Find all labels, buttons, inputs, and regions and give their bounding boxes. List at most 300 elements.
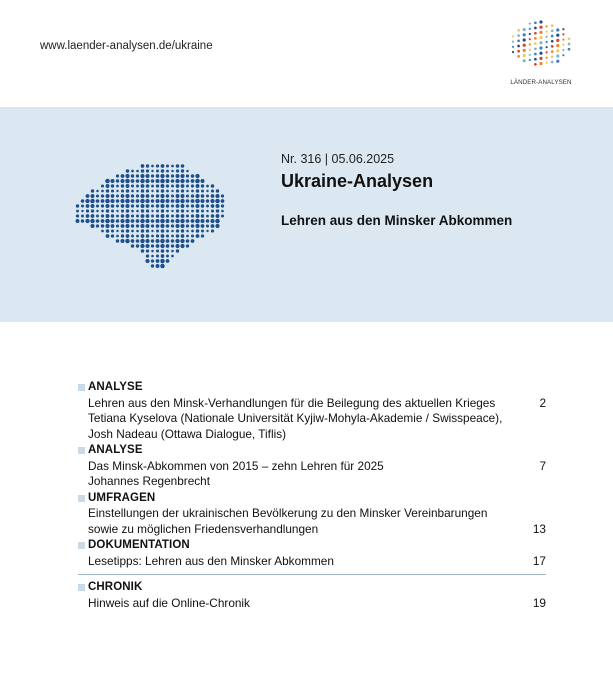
- map-dot: [136, 230, 139, 233]
- map-dot: [156, 174, 160, 178]
- map-dot: [151, 230, 153, 232]
- map-dot: [201, 194, 205, 198]
- map-dot: [156, 210, 159, 213]
- map-dot: [146, 254, 149, 257]
- toc-line: sowie zu möglichen Friedensverhandlungen 13: [88, 521, 546, 536]
- map-dot: [151, 165, 154, 168]
- logo-dot: [556, 34, 559, 37]
- map-dot: [90, 199, 94, 203]
- logo-dot: [556, 39, 559, 42]
- toc-entry[interactable]: [78, 380, 546, 442]
- map-dot: [181, 204, 185, 208]
- map-dot: [176, 169, 179, 172]
- logo-dot: [546, 41, 548, 43]
- map-dot: [156, 170, 159, 173]
- map-dot: [166, 219, 170, 223]
- logo-text: LÄNDER-ANALYSEN: [510, 79, 572, 86]
- map-dot: [106, 189, 109, 192]
- map-dot: [116, 215, 119, 218]
- map-dot: [136, 170, 139, 173]
- map-dot: [126, 189, 129, 192]
- map-dot: [116, 239, 119, 242]
- toc-page-number: 17: [532, 553, 546, 568]
- logo-dot: [568, 48, 571, 51]
- toc-line[interactable]: Das Minsk-Abkommen von 2015 – zehn Lehren für 2025 7: [88, 458, 546, 473]
- map-dot: [176, 204, 180, 208]
- toc-line: Josh Nadeau (Ottawa Dialogue, Tiflis): [88, 426, 287, 441]
- toc-line[interactable]: Lesetipps: Lehren aus den Minsker Abkommen 17: [88, 553, 546, 568]
- map-dot: [90, 219, 94, 223]
- map-dot: [131, 239, 135, 243]
- map-dot: [105, 179, 110, 184]
- ukraine-map-icon: [68, 159, 230, 274]
- map-dot: [176, 164, 180, 168]
- map-dot: [175, 219, 179, 223]
- map-dot: [221, 194, 224, 197]
- logo-dot: [546, 36, 548, 38]
- map-dot: [116, 179, 119, 182]
- map-dot: [180, 219, 184, 223]
- map-dot: [86, 214, 90, 218]
- map-dot: [171, 239, 174, 242]
- map-dot: [131, 194, 134, 197]
- map-dot: [201, 229, 204, 232]
- map-dot: [171, 185, 174, 188]
- map-dot: [141, 234, 145, 238]
- map-dot: [116, 185, 119, 188]
- map-dot: [171, 194, 174, 197]
- map-dot: [211, 229, 214, 232]
- map-dot: [166, 234, 169, 237]
- map-dot: [141, 184, 145, 188]
- map-dot: [215, 219, 220, 224]
- map-dot: [111, 184, 114, 187]
- map-dot: [116, 174, 119, 177]
- map-dot: [131, 199, 135, 203]
- map-dot: [111, 204, 115, 208]
- map-dot: [126, 209, 129, 212]
- map-dot: [131, 230, 134, 233]
- map-dot: [126, 214, 130, 218]
- map-dot: [121, 194, 125, 198]
- map-dot: [151, 190, 153, 192]
- map-dot: [181, 194, 185, 198]
- map-dot: [176, 209, 179, 212]
- map-dot: [175, 199, 179, 203]
- map-dot: [81, 210, 83, 212]
- map-dot: [131, 184, 134, 187]
- map-dot: [195, 199, 200, 204]
- map-dot: [180, 244, 184, 248]
- map-dot: [166, 230, 169, 233]
- map-dot: [206, 194, 209, 197]
- map-dot: [86, 204, 90, 208]
- map-dot: [211, 194, 215, 198]
- map-dot: [180, 199, 184, 203]
- map-dot: [171, 174, 174, 177]
- logo-dot: [539, 46, 542, 49]
- map-dot: [175, 239, 179, 243]
- map-dot: [140, 199, 145, 204]
- map-dot: [180, 174, 184, 178]
- map-dot: [176, 224, 180, 228]
- map-dot: [186, 230, 189, 233]
- map-dot: [151, 215, 154, 218]
- toc-category: CHRONIK: [78, 580, 546, 596]
- map-dot: [81, 199, 85, 203]
- map-dot: [186, 174, 189, 177]
- map-dot: [215, 224, 219, 228]
- map-dot: [140, 219, 144, 223]
- map-dot: [161, 229, 165, 233]
- table-of-contents: [78, 380, 546, 611]
- map-dot: [166, 224, 170, 228]
- map-dot: [196, 229, 200, 233]
- logo-dot: [539, 41, 542, 44]
- map-dot: [161, 189, 165, 193]
- map-dot: [111, 209, 114, 212]
- map-dot: [206, 224, 209, 227]
- map-dot: [156, 164, 159, 167]
- map-dot: [171, 230, 174, 233]
- map-dot: [166, 210, 169, 213]
- map-dot: [156, 234, 159, 237]
- map-dot: [136, 185, 139, 188]
- toc-entry[interactable]: [78, 538, 546, 569]
- map-dot: [146, 194, 150, 198]
- map-dot: [136, 244, 139, 247]
- map-dot: [120, 199, 124, 203]
- map-dot: [146, 204, 150, 208]
- map-dot: [125, 224, 129, 228]
- map-dot: [160, 204, 164, 208]
- map-dot: [161, 209, 165, 213]
- map-dot: [101, 210, 104, 213]
- map-dot: [116, 205, 119, 208]
- map-dot: [76, 204, 79, 207]
- map-dot: [160, 194, 164, 198]
- map-dot: [195, 174, 199, 178]
- map-dot: [110, 199, 114, 203]
- logo-dot: [546, 25, 548, 27]
- logo-dot: [534, 58, 537, 61]
- map-dot: [171, 210, 173, 212]
- logo-dot: [517, 34, 520, 37]
- map-dot: [121, 214, 125, 218]
- map-dot: [140, 179, 144, 183]
- map-dot: [136, 224, 139, 227]
- map-dot: [186, 204, 189, 207]
- map-dot: [176, 194, 180, 198]
- map-dot: [121, 224, 125, 228]
- map-dot: [160, 224, 164, 228]
- map-dot: [166, 174, 170, 178]
- map-dot: [171, 219, 175, 223]
- map-dot: [110, 179, 114, 183]
- map-dot: [186, 224, 189, 227]
- map-dot: [181, 169, 184, 172]
- logo-dot: [546, 31, 548, 33]
- map-dot: [106, 234, 110, 238]
- map-dot: [181, 214, 185, 218]
- map-dot: [146, 229, 149, 232]
- map-dot: [180, 224, 184, 228]
- map-dot: [161, 169, 165, 173]
- map-dot: [175, 244, 179, 248]
- map-dot: [116, 210, 118, 212]
- map-dot: [151, 264, 154, 267]
- map-dot: [131, 179, 135, 183]
- map-dot: [191, 184, 194, 187]
- map-dot: [160, 244, 164, 248]
- map-dot: [125, 179, 130, 184]
- map-dot: [196, 234, 200, 238]
- map-dot: [106, 209, 109, 212]
- map-dot: [156, 264, 160, 268]
- map-dot: [191, 204, 194, 207]
- map-dot: [111, 234, 114, 237]
- map-dot: [106, 214, 110, 218]
- map-dot: [181, 209, 184, 212]
- map-dot: [120, 239, 124, 243]
- map-dot: [126, 234, 130, 238]
- map-dot: [221, 204, 224, 207]
- map-dot: [156, 190, 159, 193]
- map-dot: [140, 239, 144, 243]
- map-dot: [105, 224, 109, 228]
- map-dot: [106, 229, 110, 233]
- map-dot: [101, 204, 104, 207]
- header-url[interactable]: www.laender-analysen.de/ukraine: [40, 40, 213, 52]
- map-dot: [200, 179, 204, 183]
- map-dot: [186, 239, 190, 243]
- map-dot: [145, 179, 149, 183]
- logo-dot: [551, 24, 554, 27]
- toc-category: DOKUMENTATION: [78, 538, 546, 554]
- map-dot: [141, 164, 145, 168]
- map-dot: [166, 250, 169, 253]
- map-dot: [176, 234, 180, 238]
- logo-dot: [568, 43, 571, 46]
- map-dot: [140, 174, 144, 178]
- logo-dot: [556, 60, 559, 63]
- bullet-square-icon: [78, 495, 85, 502]
- map-dot: [191, 190, 194, 193]
- map-dot: [146, 234, 150, 238]
- map-dot: [131, 204, 134, 207]
- map-dot: [210, 219, 214, 223]
- map-dot: [216, 214, 220, 218]
- logo-dot: [523, 44, 526, 47]
- map-dot: [125, 194, 129, 198]
- logo-dot: [539, 31, 542, 34]
- logo-dot: [517, 45, 520, 48]
- map-dot: [221, 210, 224, 213]
- map-dot: [126, 169, 130, 173]
- map-dot: [191, 210, 194, 213]
- map-dot: [121, 209, 124, 212]
- map-dot: [141, 169, 144, 172]
- map-dot: [86, 194, 90, 198]
- logo-dot: [512, 41, 514, 43]
- logo-dot: [517, 55, 520, 58]
- map-dot: [206, 205, 209, 208]
- map-dot: [151, 199, 155, 203]
- map-dot: [161, 184, 165, 188]
- logo-dot: [523, 38, 526, 41]
- map-dot: [105, 204, 109, 208]
- logo-dot: [551, 50, 554, 53]
- bullet-square-icon: [78, 542, 85, 549]
- map-dot: [76, 214, 79, 217]
- map-dot: [91, 194, 95, 198]
- map-dot: [195, 224, 199, 228]
- map-dot: [151, 250, 154, 253]
- map-dot: [156, 224, 160, 228]
- toc-line[interactable]: Einstellungen der ukrainischen Bevölkerung zu den Minsker Vereinbarungen: [88, 506, 488, 520]
- map-dot: [146, 169, 149, 172]
- map-dot: [166, 255, 169, 258]
- map-dot: [156, 179, 160, 183]
- map-dot: [91, 204, 95, 208]
- map-dot: [171, 235, 174, 238]
- map-dot: [191, 224, 194, 227]
- map-dot: [201, 184, 204, 187]
- map-dot: [156, 204, 159, 207]
- logo-dot: [512, 51, 514, 53]
- logo-dot: [556, 28, 559, 31]
- map-dot: [186, 185, 189, 188]
- bullet-square-icon: [78, 384, 85, 391]
- map-dot: [146, 209, 149, 212]
- map-dot: [140, 244, 144, 248]
- toc-category: ANALYSE: [78, 443, 546, 459]
- map-dot: [201, 190, 204, 193]
- map-dot: [151, 255, 154, 258]
- toc-line: Tetiana Kyselova (Nationale Universität Kyjiw-Mohyla-Akademie / Swisspeace),: [88, 411, 503, 425]
- map-dot: [181, 234, 185, 238]
- map-dot: [211, 224, 215, 228]
- map-dot: [81, 215, 84, 218]
- logo-dot: [517, 39, 520, 42]
- logo-dot: [523, 33, 526, 36]
- map-dot: [151, 210, 153, 212]
- toc-category: ANALYSE: [78, 380, 546, 396]
- logo-dot: [529, 33, 531, 35]
- logo-dot: [512, 46, 514, 48]
- logo-dot: [529, 43, 531, 45]
- map-dot: [156, 194, 160, 198]
- map-dot: [206, 219, 209, 222]
- map-dot: [215, 194, 219, 198]
- map-dot: [151, 179, 155, 183]
- map-dot: [131, 190, 134, 193]
- logo-dot: [534, 63, 537, 66]
- map-dot: [101, 190, 104, 193]
- map-dot: [141, 249, 145, 253]
- map-dot: [180, 239, 184, 243]
- map-dot: [146, 249, 149, 252]
- map-dot: [191, 179, 195, 183]
- map-dot: [206, 185, 209, 188]
- map-dot: [136, 219, 140, 223]
- map-dot: [101, 230, 104, 233]
- map-dot: [151, 239, 154, 242]
- map-dot: [176, 184, 180, 188]
- map-dot: [156, 219, 160, 223]
- map-dot: [191, 194, 194, 197]
- toc-entry[interactable]: [78, 443, 546, 490]
- map-dot: [141, 204, 145, 208]
- map-dot: [96, 215, 99, 218]
- map-dot: [146, 189, 149, 192]
- logo-dot: [529, 28, 531, 30]
- map-dot: [136, 174, 139, 177]
- logo-dot: [539, 20, 542, 23]
- logo-dot: [546, 57, 548, 59]
- map-dot: [111, 214, 114, 217]
- map-dot: [145, 199, 149, 203]
- logo-dot: [551, 40, 554, 43]
- map-dot: [166, 214, 169, 217]
- toc-entry[interactable]: [78, 580, 546, 611]
- map-dot: [171, 250, 174, 253]
- issue-number: Nr. 316 | 05.06.2025: [281, 152, 395, 166]
- toc-entry[interactable]: [78, 491, 546, 538]
- map-dot: [181, 184, 185, 188]
- map-dot: [206, 190, 208, 192]
- map-dot: [76, 210, 79, 213]
- map-dot: [156, 239, 160, 243]
- map-dot: [171, 179, 175, 183]
- logo-dot: [556, 49, 559, 52]
- map-dot: [101, 219, 105, 223]
- map-dot: [201, 224, 205, 228]
- map-dot: [151, 170, 153, 172]
- map-dot: [145, 219, 149, 223]
- map-dot: [121, 234, 124, 237]
- map-dot: [145, 259, 149, 263]
- map-dot: [105, 194, 109, 198]
- map-dot: [96, 190, 99, 193]
- map-dot: [216, 209, 219, 212]
- logo-dot: [529, 38, 531, 40]
- logo-dot: [562, 28, 564, 30]
- toc-line[interactable]: Lehren aus den Minsk-Verhandlungen für die Beilegung des aktuellen Krieges 2: [88, 395, 546, 410]
- map-dot: [180, 179, 184, 183]
- map-dot: [125, 199, 130, 204]
- map-dot: [101, 214, 104, 217]
- map-dot: [186, 170, 189, 173]
- map-dot: [96, 219, 100, 223]
- toc-line[interactable]: Hinweis auf die Online-Chronik 19: [88, 595, 546, 610]
- map-dot: [211, 204, 215, 208]
- map-dot: [121, 189, 124, 192]
- logo-dot: [539, 57, 542, 60]
- map-dot: [171, 170, 174, 173]
- map-dot: [151, 174, 154, 177]
- map-dot: [166, 239, 170, 243]
- map-dot: [121, 204, 125, 208]
- map-dot: [156, 230, 159, 233]
- title-banner: [0, 107, 613, 322]
- divider: [78, 574, 546, 575]
- logo-dot: [551, 61, 554, 64]
- toc-page-number: 13: [532, 521, 546, 536]
- map-dot: [211, 189, 214, 192]
- map-dot: [216, 204, 220, 208]
- map-dot: [176, 214, 180, 218]
